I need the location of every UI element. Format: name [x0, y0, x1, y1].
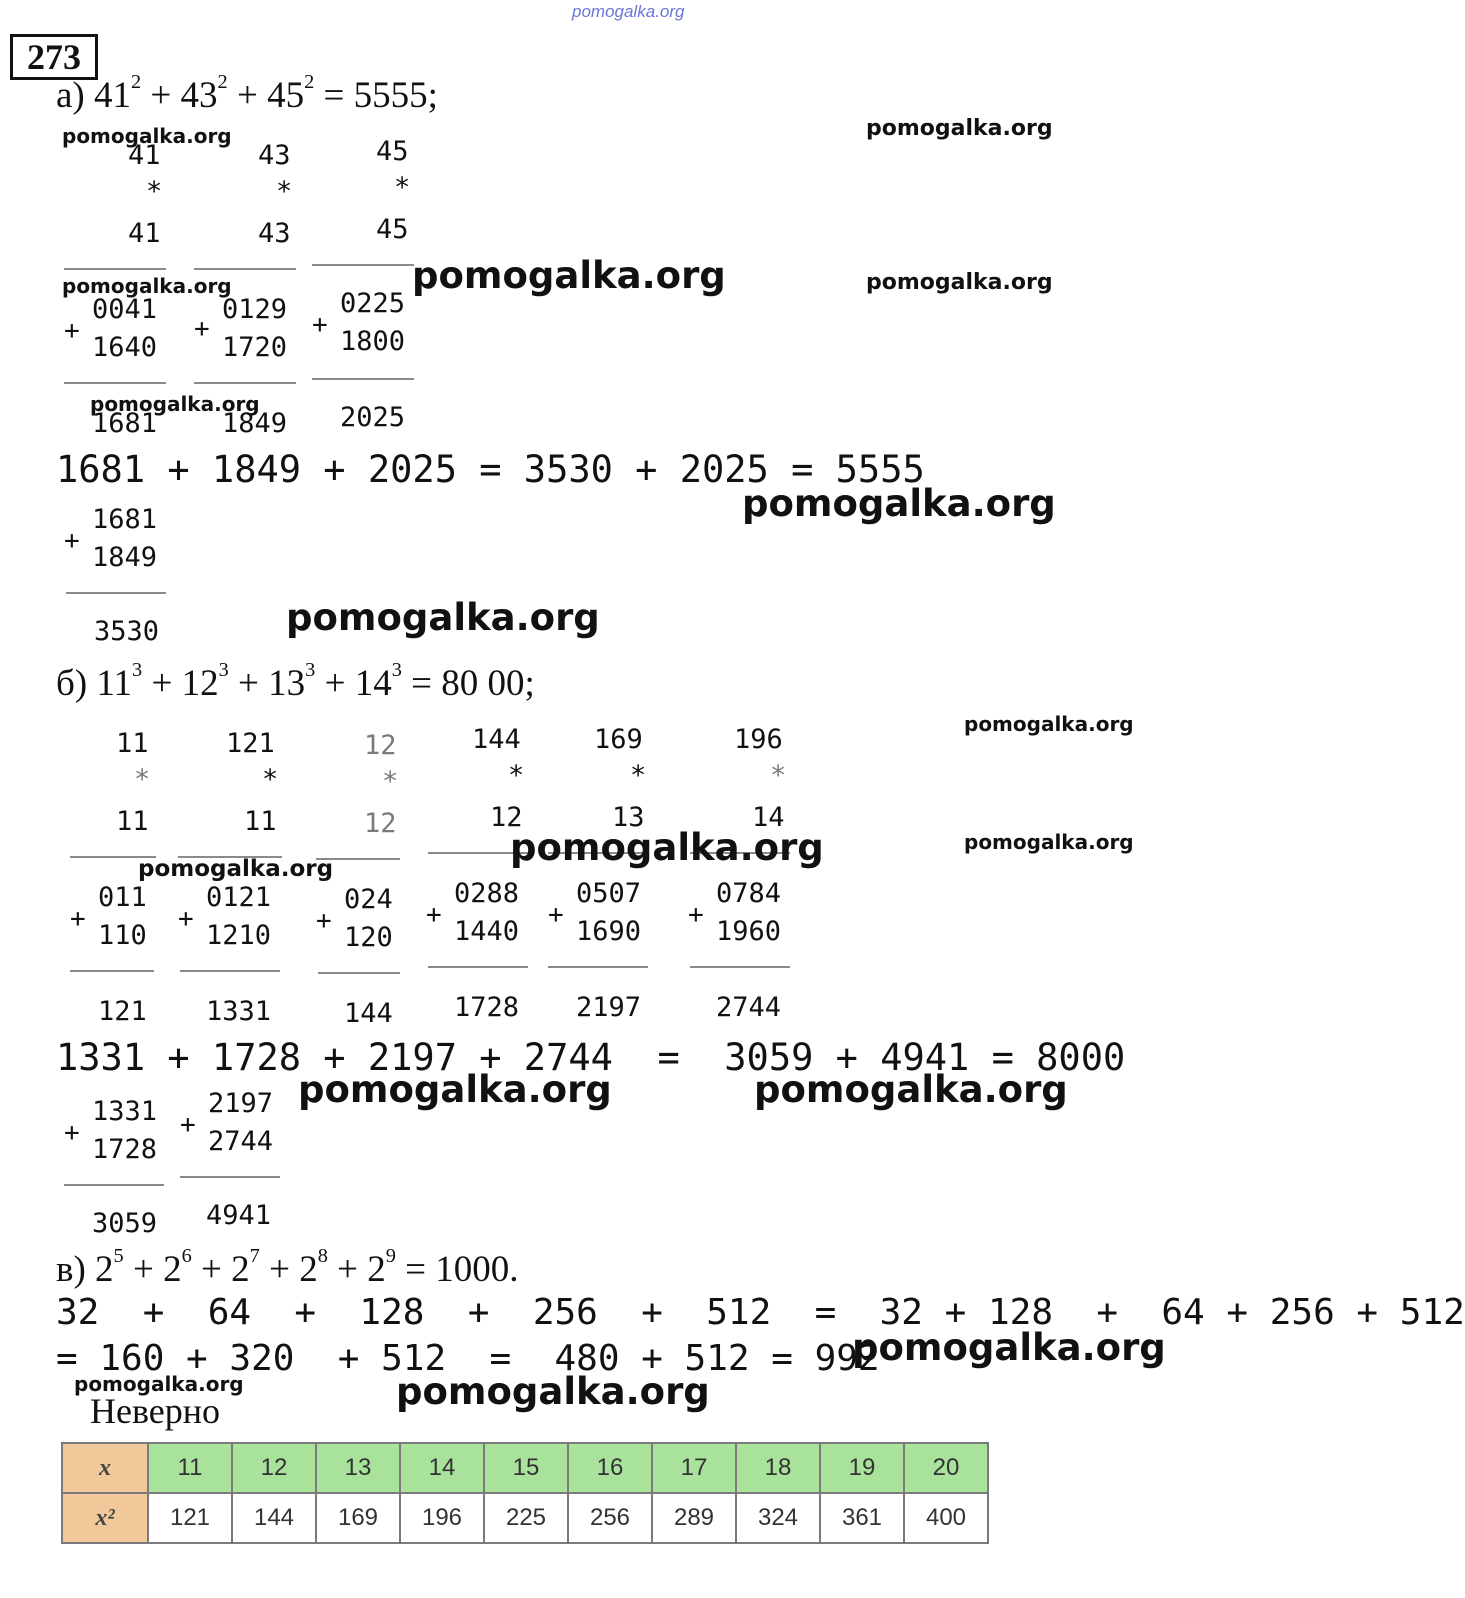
product-result: 1331	[206, 996, 272, 1027]
plus-sign: +	[178, 904, 194, 934]
partial-product-2: 1800	[340, 326, 406, 357]
watermark-top: pomogalka.org	[572, 2, 685, 21]
table-cell: 400	[904, 1493, 988, 1543]
addend-1: 1331	[92, 1096, 158, 1127]
table-row-x	[62, 1443, 988, 1493]
table-cell: 225	[484, 1493, 568, 1543]
table-cell: 289	[652, 1493, 736, 1543]
watermark-text: pomogalka.org	[964, 712, 1134, 736]
table-cell: 361	[820, 1493, 904, 1543]
watermark-text: pomogalka.org	[286, 596, 600, 639]
part-b-sum-line: 1331 + 1728 + 2197 + 2744 = 3059 + 4941 = 8000	[56, 1036, 1126, 1079]
table-cell: 256	[568, 1493, 652, 1543]
watermark-text: pomogalka.org	[90, 392, 260, 416]
divider-line	[64, 1184, 164, 1186]
table-cell: 17	[652, 1443, 736, 1493]
partial-product-2: 1210	[206, 920, 272, 951]
divider-line	[194, 268, 296, 270]
multiplicand: 43	[258, 140, 291, 171]
divider-line	[180, 970, 280, 972]
plus-sign: +	[194, 314, 210, 344]
multiply-sign: *	[770, 760, 787, 791]
sum-result: 4941	[206, 1200, 272, 1231]
watermark-text: pomogalka.org	[396, 1370, 710, 1413]
table-row-x-squared	[62, 1493, 988, 1543]
multiply-sign: *	[508, 760, 525, 791]
multiply-sign: *	[276, 176, 293, 207]
product-result: 121	[98, 996, 147, 1027]
multiply-sign: *	[630, 760, 647, 791]
partial-product-1: 0129	[222, 294, 288, 325]
multiplicand: 121	[226, 728, 275, 759]
watermark-text: pomogalka.org	[62, 124, 232, 148]
divider-line	[194, 382, 296, 384]
watermark-text: pomogalka.org	[412, 254, 726, 297]
divider-line	[66, 592, 166, 594]
product-result: 1681	[92, 408, 158, 439]
multiplier: 12	[490, 802, 523, 833]
multiplicand: 45	[376, 136, 409, 167]
partial-product-1: 0784	[716, 878, 782, 909]
plus-sign: +	[64, 526, 80, 556]
addend-2: 1728	[92, 1134, 158, 1165]
watermark-text: pomogalka.org	[852, 1326, 1166, 1369]
product-result: 144	[344, 998, 393, 1029]
plus-sign: +	[312, 310, 328, 340]
watermark-text: pomogalka.org	[298, 1068, 612, 1111]
multiplier: 11	[244, 806, 277, 837]
multiply-sign: *	[134, 764, 151, 795]
table-cell: 144	[232, 1493, 316, 1543]
multiplier: 45	[376, 214, 409, 245]
multiply-sign: *	[382, 766, 399, 797]
plus-sign: +	[70, 904, 86, 934]
partial-product-2: 1690	[576, 916, 642, 947]
watermark-text: pomogalka.org	[866, 270, 1053, 295]
product-result: 2197	[576, 992, 642, 1023]
partial-product-1: 024	[344, 884, 393, 915]
product-result: 2025	[340, 402, 406, 433]
multiplier: 43	[258, 218, 291, 249]
squares-table	[61, 1442, 989, 1544]
multiplier: 14	[752, 802, 785, 833]
table-cell: 18	[736, 1443, 820, 1493]
divider-line	[64, 382, 166, 384]
divider-line	[312, 264, 414, 266]
partial-product-2: 1960	[716, 916, 782, 947]
plus-sign: +	[426, 900, 442, 930]
partial-product-1: 0041	[92, 294, 158, 325]
table-cell: 324	[736, 1493, 820, 1543]
part-c-line-2: = 160 + 320 + 512 = 480 + 512 = 992	[56, 1338, 880, 1379]
multiply-sign: *	[394, 172, 411, 203]
part-a-sum-line: 1681 + 1849 + 2025 = 3530 + 2025 = 5555	[56, 448, 925, 491]
multiplicand: 11	[116, 728, 149, 759]
part-c-line-1: 32 + 64 + 128 + 256 + 512 = 32 + 128 + 64 + 256 + 512	[56, 1292, 1465, 1333]
part-a-header: а) $41^2 + 43^2 + 45^2 = 5555$;	[56, 70, 438, 116]
table-cell: 196	[400, 1493, 484, 1543]
product-result: 1728	[454, 992, 520, 1023]
multiply-sign: *	[262, 764, 279, 795]
plus-sign: +	[180, 1110, 196, 1140]
sum-result: 3530	[94, 616, 160, 647]
watermark-text: pomogalka.org	[62, 274, 232, 298]
divider-line	[318, 972, 400, 974]
multiplicand: 12	[364, 730, 397, 761]
watermark-text: pomogalka.org	[74, 1372, 244, 1396]
table-cell: 169	[316, 1493, 400, 1543]
task-number: 273	[10, 34, 98, 80]
partial-product-2: 120	[344, 922, 393, 953]
addend-1: 1681	[92, 504, 158, 535]
partial-product-1: 0507	[576, 878, 642, 909]
partial-product-1: 0288	[454, 878, 520, 909]
table-cell: 12	[232, 1443, 316, 1493]
plus-sign: +	[64, 1118, 80, 1148]
product-result: 1849	[222, 408, 288, 439]
multiplicand: 196	[734, 724, 783, 755]
partial-product-2: 110	[98, 920, 147, 951]
table-cell: 11	[148, 1443, 232, 1493]
row-label-x: x	[62, 1443, 148, 1493]
table-cell: 16	[568, 1443, 652, 1493]
addend-2: 1849	[92, 542, 158, 573]
table-cell: 20	[904, 1443, 988, 1493]
multiplicand: 169	[594, 724, 643, 755]
divider-line	[312, 378, 414, 380]
partial-product-2: 1640	[92, 332, 158, 363]
multiplier: 12	[364, 808, 397, 839]
multiplier: 13	[612, 802, 645, 833]
plus-sign: +	[316, 906, 332, 936]
table-cell: 15	[484, 1443, 568, 1493]
product-result: 2744	[716, 992, 782, 1023]
divider-line	[690, 966, 790, 968]
partial-product-1: 011	[98, 882, 147, 913]
watermark-text: pomogalka.org	[742, 482, 1056, 525]
partial-product-2: 1440	[454, 916, 520, 947]
addend-2: 2744	[208, 1126, 274, 1157]
divider-line	[548, 966, 648, 968]
plus-sign: +	[688, 900, 704, 930]
divider-line	[64, 268, 166, 270]
multiplicand: 144	[472, 724, 521, 755]
table-cell: 121	[148, 1493, 232, 1543]
part-b-header: б) $11^3 + 12^3 + 13^3 + 14^3 = 80$ 00;	[56, 658, 535, 704]
partial-product-1: 0121	[206, 882, 272, 913]
plus-sign: +	[548, 900, 564, 930]
watermark-text: pomogalka.org	[754, 1068, 1068, 1111]
verdict-text: Неверно	[90, 1391, 221, 1431]
partial-product-2: 1720	[222, 332, 288, 363]
divider-line	[180, 1176, 280, 1178]
partial-product-1: 0225	[340, 288, 406, 319]
watermark-text: pomogalka.org	[510, 826, 824, 869]
watermark-text: pomogalka.org	[138, 856, 334, 882]
addend-1: 2197	[208, 1088, 274, 1119]
table-cell: 14	[400, 1443, 484, 1493]
part-c-header: в) $2^5 + 2^6 + 2^7 + 2^8 + 2^9 = 1000$.	[56, 1244, 519, 1290]
watermark-text: pomogalka.org	[866, 116, 1053, 141]
table-cell: 13	[316, 1443, 400, 1493]
divider-line	[70, 970, 154, 972]
table-cell: 19	[820, 1443, 904, 1493]
sum-result: 3059	[92, 1208, 158, 1239]
multiply-sign: *	[146, 176, 163, 207]
watermark-text: pomogalka.org	[964, 830, 1134, 854]
multiplicand: 41	[128, 140, 161, 171]
multiplier: 41	[128, 218, 161, 249]
plus-sign: +	[64, 316, 80, 346]
divider-line	[428, 966, 528, 968]
multiplier: 11	[116, 806, 149, 837]
row-label-x-squared: x²	[62, 1493, 148, 1543]
